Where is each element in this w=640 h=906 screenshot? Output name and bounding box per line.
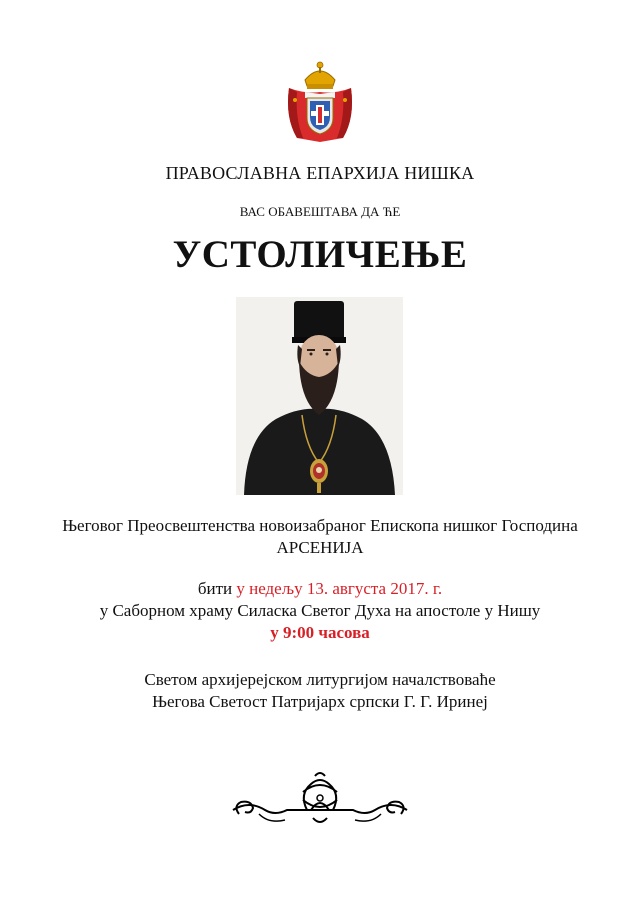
informs-line: ВАС ОБАВЕШТАВА ДА ЋЕ — [239, 204, 401, 219]
date-prefix: бити — [197, 579, 237, 598]
liturgy-line: Светом архијерејском литургијом началствоваће — [144, 670, 496, 689]
event-time: у 9:00 часова — [270, 623, 370, 642]
date-line — [0, 579, 640, 599]
bishop-portrait-photo — [236, 297, 403, 495]
event-date: у недељу 13. августа 2017. г. — [236, 579, 443, 598]
bishop-name: АРСЕНИЈА — [276, 538, 364, 557]
bishop-title-line: Његовог Преосвештенства новоизабраног Епископа нишког Господина — [62, 516, 578, 535]
interlace-knot-ornament-icon — [229, 770, 411, 830]
serbian-church-coat-of-arms-icon — [283, 58, 357, 144]
place-line: у Саборном храму Силаска Светог Духа на апостоле у Нишу — [99, 601, 541, 620]
eparchy-title: ПРАВОСЛАВНА ЕПАРХИЈА НИШКА — [165, 163, 475, 183]
page-title: УСТОЛИЧЕЊЕ — [172, 233, 468, 276]
patriarch-line: Његова Светост Патријарх српски Г. Г. Иринеј — [152, 692, 488, 711]
